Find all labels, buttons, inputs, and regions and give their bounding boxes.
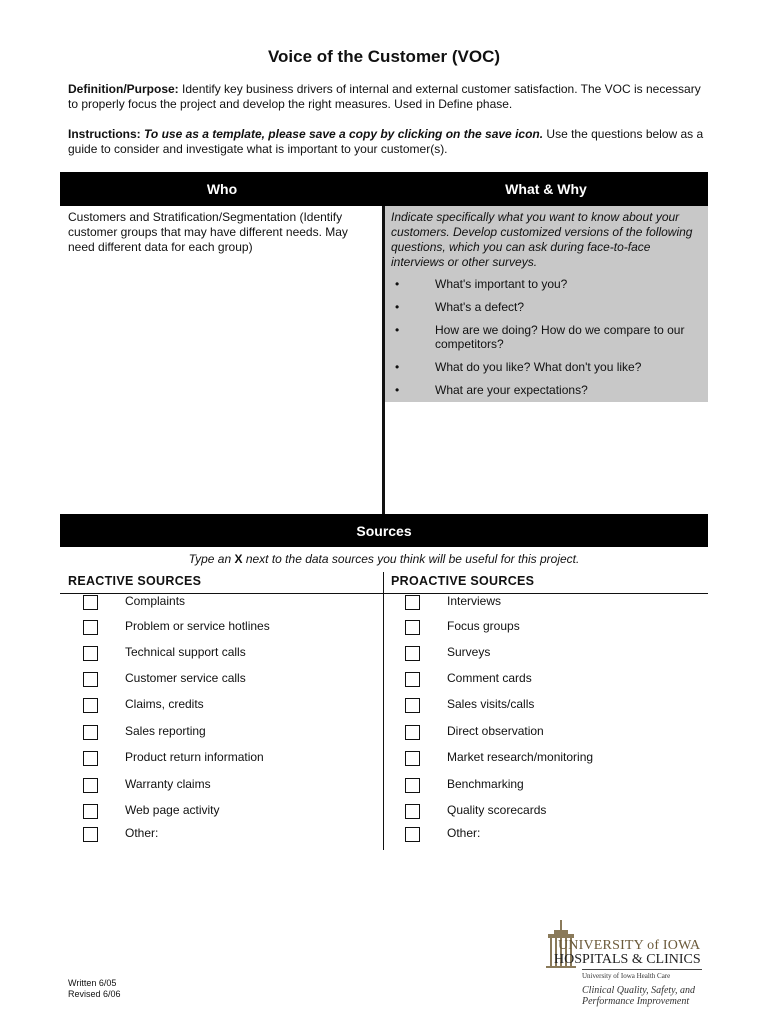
checkbox[interactable] [405, 595, 420, 610]
checkbox[interactable] [83, 725, 98, 740]
logo-line-3: University of Iowa Health Care [582, 972, 671, 980]
bullet-icon: • [395, 323, 400, 337]
source-label: Other: [125, 826, 159, 840]
instructions-text: Use the questions below as a guide to consider and investigate what is important to your customer(s). [68, 127, 704, 156]
checkbox[interactable] [405, 804, 420, 819]
instructions-label: Instructions: [68, 127, 141, 141]
definition-paragraph [68, 82, 708, 112]
checkbox[interactable] [83, 620, 98, 635]
source-label: Sales visits/calls [447, 697, 535, 711]
logo-line-5: Performance Improvement [582, 996, 690, 1007]
source-label: Complaints [125, 594, 186, 608]
checkbox[interactable] [405, 672, 420, 687]
source-label: Focus groups [447, 619, 520, 633]
checkbox[interactable] [83, 646, 98, 661]
question-item: • How are we doing? How do we compare to our competitors? [395, 323, 685, 351]
source-label: Surveys [447, 645, 491, 659]
who-header: Who [206, 181, 238, 197]
definition-label: Definition/Purpose: [68, 82, 179, 96]
checkbox[interactable] [405, 827, 420, 842]
sources-header-bar [60, 514, 708, 547]
checkbox[interactable] [405, 778, 420, 793]
checkbox[interactable] [83, 751, 98, 766]
what-why-cell[interactable] [385, 206, 708, 402]
sources-header: Sources [356, 523, 412, 539]
proactive-sources-header: PROACTIVE SOURCES [391, 574, 535, 588]
logo-line-1: UNIVERSITY of IOWA [558, 938, 701, 953]
bullet-icon: • [395, 360, 400, 374]
who-what-header-bar [60, 172, 708, 206]
instructions-emphasis: To use as a template, please save a copy by clicking on the save icon. [144, 127, 544, 141]
checkbox[interactable] [405, 646, 420, 661]
question-item: • What are your expectations? [395, 383, 588, 397]
checkbox[interactable] [83, 827, 98, 842]
checkbox[interactable] [83, 595, 98, 610]
source-label: Technical support calls [125, 645, 246, 659]
source-label: Benchmarking [447, 777, 524, 791]
bullet-icon: • [395, 300, 400, 314]
source-label: Market research/monitoring [447, 750, 594, 764]
reactive-sources-header: REACTIVE SOURCES [68, 574, 202, 588]
checkbox[interactable] [83, 698, 98, 713]
source-label: Customer service calls [125, 671, 246, 685]
source-label: Web page activity [125, 803, 220, 817]
instructions-paragraph [68, 127, 708, 157]
checkbox[interactable] [405, 620, 420, 635]
bullet-icon: • [395, 383, 400, 397]
source-label: Sales reporting [125, 724, 206, 738]
page-title: Voice of the Customer (VOC) [267, 47, 501, 66]
footer-revised-date: Revised 6/06 [68, 989, 121, 999]
logo-rule [582, 969, 702, 970]
checkbox[interactable] [83, 804, 98, 819]
source-label: Quality scorecards [447, 803, 547, 817]
source-label: Comment cards [447, 671, 532, 685]
checkbox[interactable] [405, 751, 420, 766]
who-cell-text: Customers and Stratification/Segmentation (Identify customer groups that may have different needs. May need different data for each group) [68, 210, 348, 254]
university-logo [546, 918, 716, 1014]
what-why-intro: Indicate specifically what you want to know about your customers. Develop customized versions of the following questions, which you can ask during face-to-face interviews or other surveys. [391, 210, 693, 269]
logo-line-2: HOSPITALS & CLINICS [554, 952, 701, 967]
sources-column-divider [383, 572, 384, 850]
source-label: Product return information [125, 750, 264, 764]
bullet-icon: • [395, 277, 400, 291]
source-label: Direct observation [447, 724, 544, 738]
checkbox[interactable] [83, 672, 98, 687]
logo-line-4: Clinical Quality, Safety, and [582, 985, 696, 996]
sources-instruction: Type an X next to the data sources you think will be useful for this project. [188, 552, 580, 566]
question-item: • What's important to you? [395, 277, 568, 291]
footer-written-date: Written 6/05 [68, 978, 117, 988]
checkbox[interactable] [405, 698, 420, 713]
source-label: Claims, credits [125, 697, 204, 711]
source-label: Problem or service hotlines [125, 619, 270, 633]
source-label: Warranty claims [125, 777, 211, 791]
source-label: Interviews [447, 594, 502, 608]
question-item: • What's a defect? [395, 300, 525, 314]
checkbox[interactable] [83, 778, 98, 793]
definition-text: Identify key business drivers of internal and external customer satisfaction. The VOC is necessary to properly focus the project and develop the right measures. Used in Define phase. [68, 82, 701, 111]
source-label: Other: [447, 826, 481, 840]
question-item: • What do you like? What don't you like? [395, 360, 642, 374]
checkbox[interactable] [405, 725, 420, 740]
what-why-header: What & Why [505, 181, 587, 197]
